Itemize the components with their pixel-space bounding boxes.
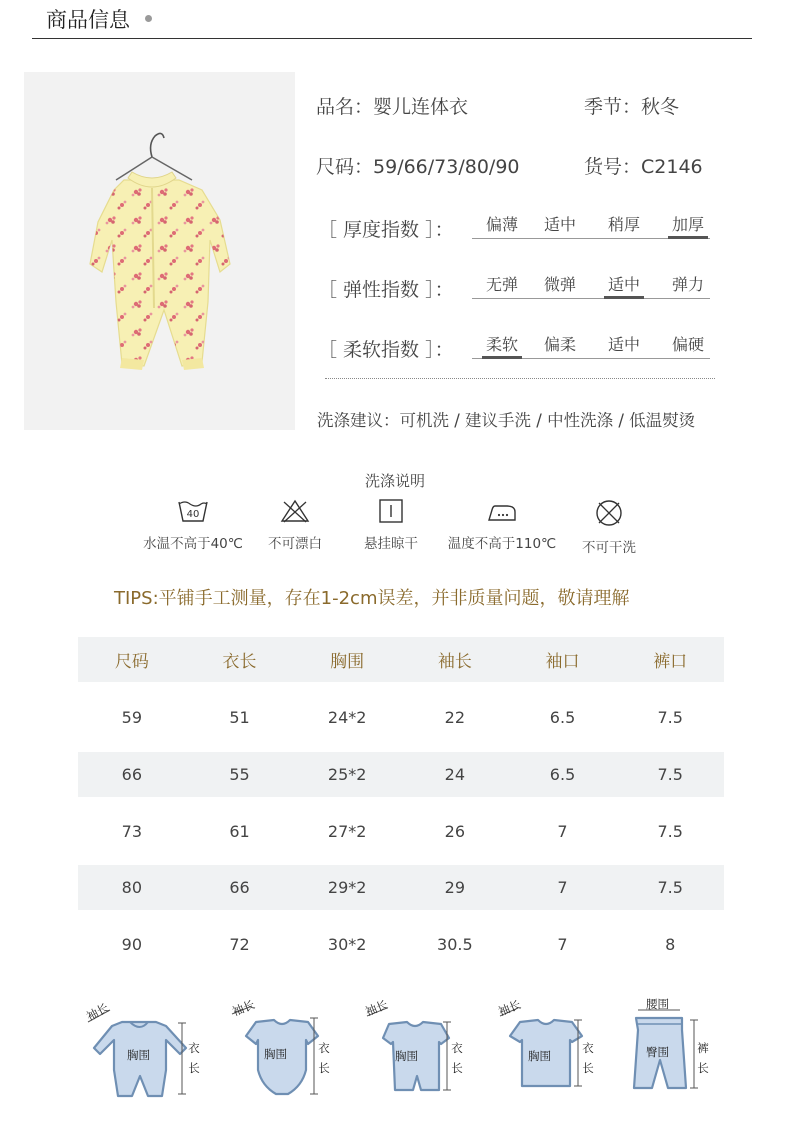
product-season (584, 92, 679, 119)
name-label: 品名： (316, 96, 374, 118)
index-option: 适中 (607, 275, 640, 294)
diagram-short-romper (357, 990, 487, 1105)
diagram-bodysuit (222, 990, 352, 1105)
diagram-pants (620, 990, 750, 1105)
index-option: 加厚 (671, 215, 704, 234)
length-label: 衣长 (451, 1041, 463, 1075)
table-cell: 7 (557, 821, 568, 841)
chest-label: 胸围 (127, 1048, 150, 1062)
index-option: 偏柔 (543, 335, 576, 354)
index-option: 适中 (607, 335, 640, 354)
table-cell: 24*2 (327, 707, 367, 727)
table-header-cell: 胸围 (330, 652, 365, 672)
sleeve-label: 袖长 (230, 997, 257, 1019)
care-item-no-dry-clean (544, 498, 674, 556)
index-option: 稍厚 (607, 215, 640, 234)
product-sizes (316, 152, 520, 179)
index-option: 无弹 (485, 275, 518, 294)
care-label: 水温不高于40℃ (143, 536, 243, 552)
index-scale-line (472, 298, 710, 299)
tips-text: TIPS:平铺手工测量，存在1-2cm误差，并非质量问题，敬请理解 (114, 588, 630, 609)
title-dot (145, 15, 152, 22)
table-row (78, 797, 724, 865)
code-label: 货号： (584, 156, 642, 178)
chest-label: 胸围 (528, 1049, 551, 1063)
index-selected-marker (604, 296, 644, 299)
season-value: 秋冬 (641, 96, 680, 118)
code-value: C2146 (641, 156, 703, 178)
length-label: 衣长 (188, 1041, 200, 1075)
wash-advice: 洗涤建议：可机洗 / 建议手洗 / 中性洗涤 / 低温熨烫 (317, 411, 696, 430)
table-header-cell: 衣长 (222, 652, 257, 672)
table-cell: 66 (121, 765, 143, 784)
table-cell: 29 (444, 878, 466, 897)
table-cell: 7 (557, 878, 568, 897)
size-value: 59/66/73/80/90 (373, 156, 520, 178)
table-cell: 66 (229, 878, 250, 897)
table-cell: 7 (557, 934, 568, 954)
table-header-cell: 裤口 (653, 652, 688, 672)
diagram-tshirt (490, 990, 620, 1105)
table-cell: 29*2 (327, 878, 367, 897)
table-cell: 7.5 (657, 707, 683, 727)
waist-label: 腰围 (646, 997, 669, 1011)
table-cell: 51 (229, 707, 250, 727)
wash-temp: 40 (186, 509, 200, 520)
care-label: 悬挂晾干 (364, 536, 418, 552)
index-selected-marker (482, 356, 522, 359)
table-cell: 22 (444, 707, 466, 727)
index-option: 微弹 (543, 275, 576, 294)
table-cell: 7.5 (657, 878, 683, 897)
table-cell: 61 (229, 821, 250, 841)
table-cell: 72 (229, 934, 250, 954)
index-option: 偏薄 (485, 215, 518, 234)
table-row (78, 910, 724, 978)
hip-label: 臀围 (646, 1045, 669, 1059)
no-dry-clean-icon (544, 498, 674, 528)
table-cell: 59 (121, 707, 143, 727)
table-cell: 30.5 (437, 934, 473, 954)
table-cell: 55 (229, 765, 250, 784)
table-cell: 27*2 (327, 821, 367, 841)
table-header-row (78, 637, 724, 682)
table-cell: 8 (665, 934, 676, 954)
care-title: 洗涤说明 (364, 472, 425, 490)
table-cell: 6.5 (549, 765, 576, 784)
pants-icon (620, 990, 750, 1105)
table-header-cell: 袖口 (545, 652, 580, 672)
dotted-divider (325, 378, 715, 379)
diagram-long-romper (82, 990, 212, 1105)
table-row (78, 682, 724, 752)
table-header-cell: 袖长 (437, 652, 472, 672)
table-cell: 80 (121, 878, 143, 897)
chest-label: 胸围 (264, 1047, 287, 1061)
table-cell: 73 (121, 821, 143, 841)
sleeve-label: 袖长 (84, 1000, 111, 1024)
index-label: ［ 弹性指数 ］： (318, 279, 454, 301)
name-value: 婴儿连体衣 (373, 96, 469, 118)
table-cell: 30*2 (327, 934, 367, 954)
table-cell: 24 (444, 765, 466, 784)
index-option: 弹力 (671, 275, 704, 294)
care-label: 温度不高于110℃ (447, 536, 557, 552)
length-label: 衣长 (318, 1041, 330, 1075)
sleeve-label: 袖长 (496, 997, 523, 1019)
product-photo (24, 72, 295, 430)
pants-length-label: 裤长 (697, 1041, 709, 1075)
index-option: 柔软 (485, 335, 518, 354)
table-cell: 90 (121, 934, 143, 954)
header-divider (32, 38, 752, 39)
table-cell: 6.5 (549, 707, 576, 727)
table-cell: 7.5 (657, 821, 683, 841)
index-label: ［ 厚度指数 ］： (318, 219, 454, 241)
care-label: 不可干洗 (582, 540, 636, 556)
care-label: 不可漂白 (268, 536, 322, 552)
index-option: 适中 (543, 215, 576, 234)
size-label: 尺码： (316, 156, 374, 178)
product-code (584, 152, 703, 179)
chest-label: 胸围 (395, 1049, 418, 1063)
table-cell: 7.5 (657, 765, 683, 784)
table-cell: 25*2 (327, 765, 367, 784)
season-label: 季节： (584, 96, 642, 118)
length-label: 衣长 (582, 1041, 594, 1075)
table-row (78, 752, 724, 797)
table-row (78, 865, 724, 910)
index-option: 偏硬 (671, 335, 704, 354)
table-header-cell: 尺码 (114, 652, 149, 672)
romper-illustration (24, 72, 295, 430)
index-label: ［ 柔软指数 ］： (318, 339, 454, 361)
table-cell: 26 (444, 821, 466, 841)
index-selected-marker (668, 236, 708, 239)
section-title: 商品信息 (46, 8, 130, 32)
product-name (316, 92, 468, 119)
size-table (78, 637, 724, 978)
sleeve-label: 袖长 (363, 997, 390, 1019)
